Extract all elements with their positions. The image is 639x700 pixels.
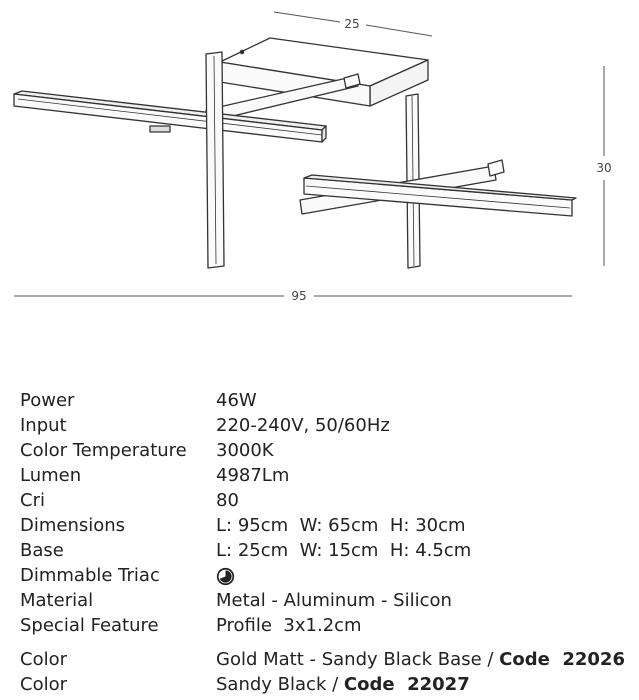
- separator: /: [326, 674, 344, 695]
- spec-row-material: [20, 588, 635, 613]
- spec-table: [20, 388, 635, 697]
- product-code: Code 22026: [499, 649, 625, 670]
- spec-label: Material: [20, 590, 94, 611]
- color-row-22026: [20, 647, 635, 672]
- spec-label: Power: [20, 390, 75, 411]
- dimmable-icon: [216, 567, 235, 586]
- spec-value: L: 25cm W: 15cm H: 4.5cm: [216, 540, 472, 561]
- spec-row-special-feature: [20, 613, 635, 638]
- spec-label: Base: [20, 540, 64, 561]
- spec-row-input: [20, 413, 635, 438]
- spec-value: Metal - Aluminum - Silicon: [216, 590, 452, 611]
- spec-label: Cri: [20, 490, 45, 511]
- spec-row-dimmable-triac: [20, 563, 635, 588]
- spec-label: Input: [20, 415, 67, 436]
- color-value: Sandy Black: [216, 674, 327, 695]
- spec-row-color-temperature: [20, 438, 635, 463]
- spec-value: 80: [216, 490, 239, 511]
- product-code: Code 22027: [343, 674, 470, 695]
- spec-row-cri: [20, 488, 635, 513]
- spec-label: Dimmable Triac: [20, 565, 160, 586]
- spec-value: 4987Lm: [216, 465, 290, 486]
- color-label: Color: [20, 649, 67, 670]
- color-row-22027: [20, 672, 635, 697]
- dim-height-label: 30: [596, 161, 612, 175]
- spec-row-dimensions: [20, 513, 635, 538]
- spec-value: 220-240V, 50/60Hz: [216, 415, 390, 436]
- spec-value: L: 95cm W: 65cm H: 30cm: [216, 515, 466, 536]
- technical-drawing: [0, 0, 639, 320]
- spec-value: 46W: [216, 390, 257, 411]
- spec-label: Color Temperature: [20, 440, 187, 461]
- color-value: Gold Matt - Sandy Black Base: [216, 649, 482, 670]
- separator: /: [481, 649, 500, 670]
- spec-value: 3000K: [216, 440, 274, 461]
- color-label: Color: [20, 674, 67, 695]
- spec-label: Lumen: [20, 465, 82, 486]
- spec-label: Dimensions: [20, 515, 126, 536]
- dim-width-total-label: 95: [291, 289, 307, 303]
- spec-row-base: [20, 538, 635, 563]
- dim-width-top-label: 25: [344, 17, 360, 31]
- spec-row-lumen: [20, 463, 635, 488]
- spec-value: Profile 3x1.2cm: [216, 615, 362, 636]
- spec-label: Special Feature: [20, 615, 159, 636]
- spec-row-power: [20, 388, 635, 413]
